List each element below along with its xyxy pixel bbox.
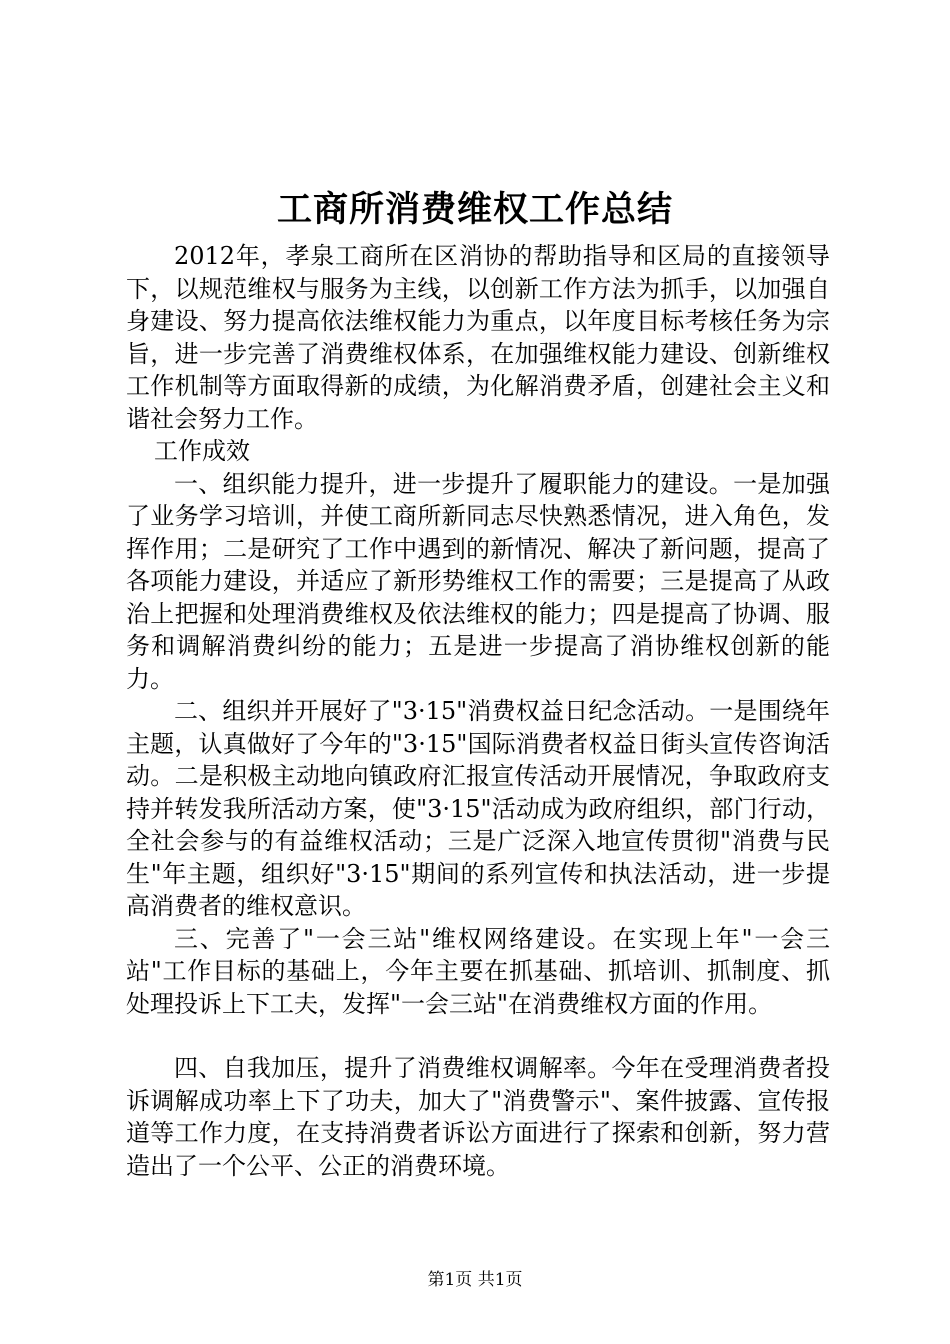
paragraph-item-4: 四、自我加压，提升了消费维权调解率。今年在受理消费者投诉调解成功率上下了功夫，加大了"消费警示"、案件披露、宣传报道等工作力度，在支持消费者诉讼方面进行了探索和创新，努力营造出了一个公平、公正的消费环境。 (126, 1054, 830, 1180)
paragraph-item-2: 二、组织并开展好了"3·15"消费权益日纪念活动。一是围绕年主题，认真做好了今年的"3·15"国际消费者权益日街头宣传咨询活动。二是积极主动地向镇政府汇报宣传活动开展情况，争取政府支持并转发我所活动方案，使"3·15"活动成为政府组织，部门行动，全社会参与的有益维权活动；三是广泛深入地宣传贯彻"消费与民生"年主题，组织好"3·15"期间的系列宣传和执法活动，进一步提高消费者的维权意识。 (126, 697, 830, 920)
blank-line (126, 1020, 830, 1052)
document-title: 工商所消费维权工作总结 (276, 189, 673, 230)
document-body (126, 240, 830, 1182)
paragraph-item-3: 三、完善了"一会三站"维权网络建设。在实现上年"一会三站"工作目标的基础上，今年主要在抓基础、抓培训、抓制度、抓处理投诉上下工夫，发挥"一会三站"在消费维权方面的作用。 (126, 924, 830, 1018)
paragraph-intro: 2012年，孝泉工商所在区消协的帮助指导和区局的直接领导下，以规范维权与服务为主线，以创新工作方法为抓手，以加强自身建设、努力提高依法维权能力为重点，以年度目标考核任务为宗旨，进一步完善了消费维权体系，在加强维权能力建设、创新维权工作机制等方面取得新的成绩，为化解消费矛盾，创建社会主义和谐社会努力工作。 (126, 242, 830, 433)
paragraph-item-1: 一、组织能力提升，进一步提升了履职能力的建设。一是加强了业务学习培训，并使工商所新同志尽快熟悉情况，进入角色，发挥作用；二是研究了工作中遇到的新情况、解决了新问题，提高了各项能力建设，并适应了新形势维权工作的需要；三是提高了从政治上把握和处理消费维权及依法维权的能力；四是提高了协调、服务和调解消费纠纷的能力；五是进一步提高了消协维权创新的能力。 (126, 469, 830, 693)
section-heading-work-results: 工作成效 (154, 437, 250, 465)
page-number-footer: 第1页 共1页 (427, 1270, 523, 1290)
